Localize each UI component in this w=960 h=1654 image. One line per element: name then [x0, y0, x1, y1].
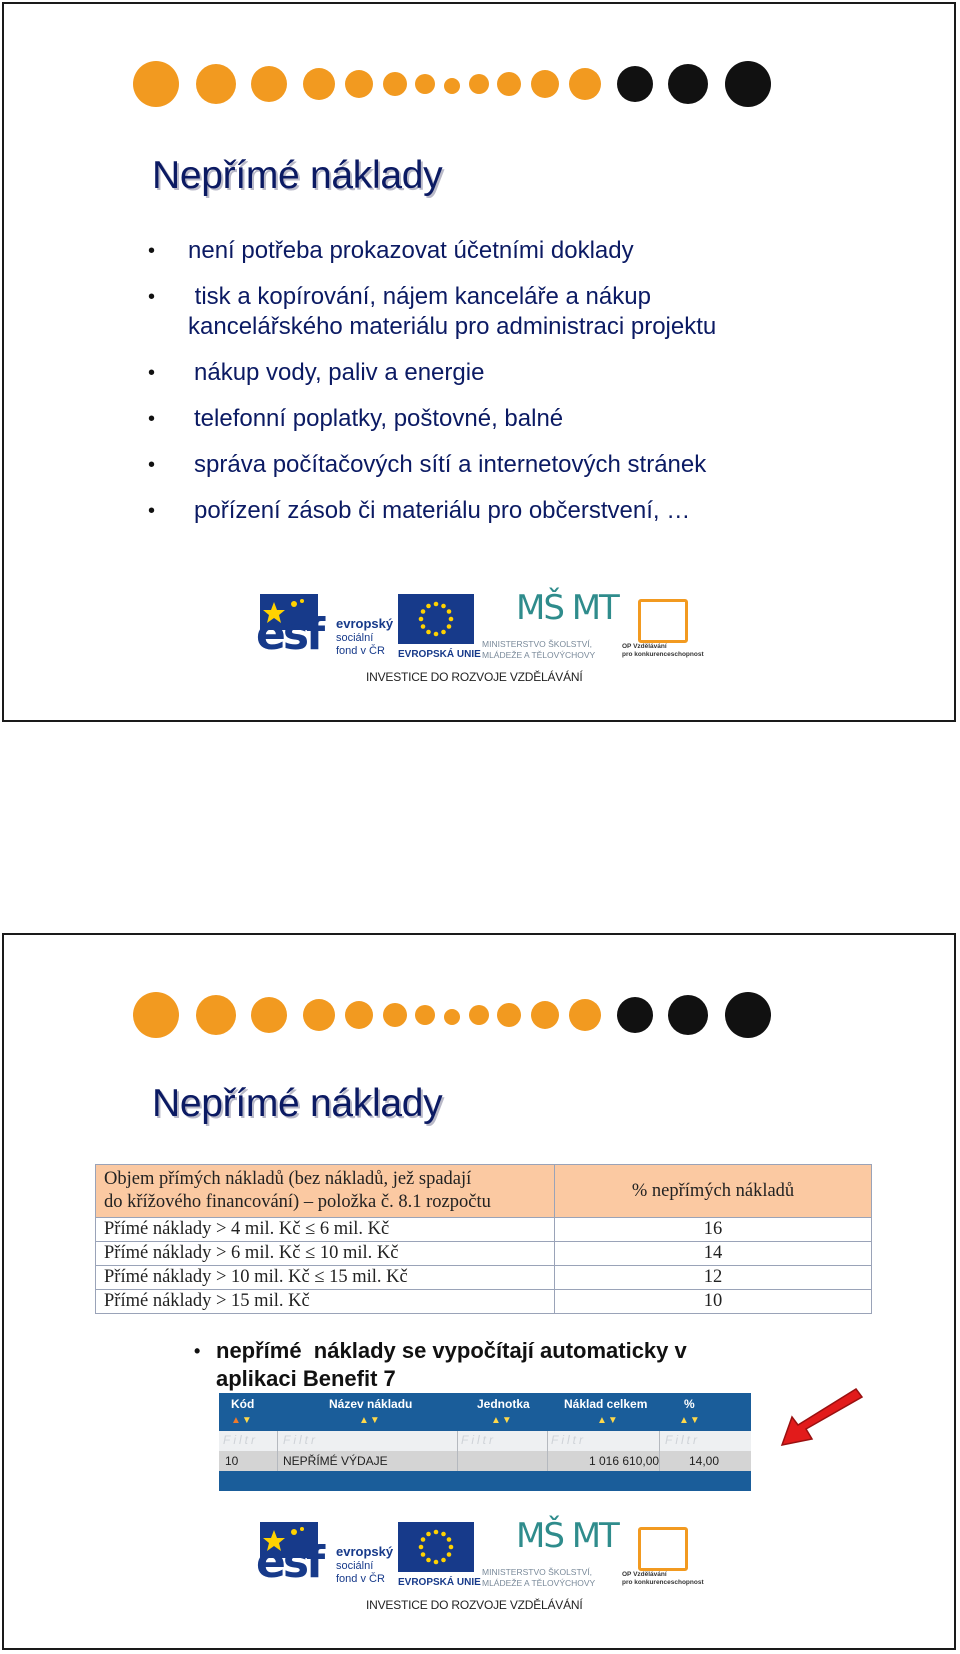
op-logo-icon	[638, 1527, 688, 1571]
sort-arrows-icon[interactable]: ▲▼	[679, 1415, 701, 1426]
header-left-line-1: Objem přímých nákladů (bez nákladů, jež spadají	[104, 1169, 472, 1189]
filter-input-jednotka[interactable]: Filtr	[461, 1433, 496, 1447]
sort-arrows-icon[interactable]: ▲▼	[359, 1415, 381, 1426]
esf-line-1: evropský	[336, 1544, 394, 1559]
bullet-list	[148, 236, 717, 542]
decorative-dot	[251, 997, 287, 1033]
table-header-left	[96, 1165, 555, 1218]
bullet-text: není potřeba prokazovat účetními doklady	[188, 237, 634, 264]
decorative-dot	[725, 992, 771, 1038]
decorative-dot	[303, 68, 335, 100]
bullet-item	[148, 358, 716, 388]
slide-title: Nepřímé náklady	[152, 1082, 443, 1125]
msmt-line-2: MLÁDEŽE A TĚLOVÝCHOVY	[482, 1578, 596, 1588]
column-jednotka[interactable]: Jednotka	[477, 1397, 530, 1411]
table-header-right: % nepřímých nákladů	[555, 1165, 872, 1218]
esf-logo-text	[336, 617, 393, 658]
bullet-mark: •	[148, 408, 156, 430]
op-line-2: pro konkurenceschopnost	[622, 651, 704, 658]
esf-line-2: sociální	[336, 1560, 374, 1572]
decorative-dot	[345, 70, 373, 98]
decorative-dot	[668, 64, 708, 104]
decorative-dot	[133, 61, 179, 107]
bullet-mark: •	[148, 286, 156, 308]
decorative-dot	[251, 66, 287, 102]
decorative-dot	[531, 1001, 559, 1029]
decorative-dot	[569, 68, 601, 100]
op-line-2: pro konkurenceschopnost	[622, 1579, 704, 1586]
eu-label: EVROPSKÁ UNIE	[398, 1577, 481, 1588]
decorative-dot	[497, 72, 521, 96]
decorative-dot	[497, 1003, 521, 1027]
esf-logo-letters: esf	[256, 1537, 323, 1588]
bullet-item	[148, 496, 716, 526]
msmt-logo: MŠ MT	[516, 1516, 618, 1556]
decorative-dot	[345, 1001, 373, 1029]
logo-bar	[256, 588, 706, 686]
decorative-dot	[444, 78, 460, 94]
filter-input-naklad[interactable]: Filtr	[551, 1433, 586, 1447]
column-divider	[277, 1431, 278, 1471]
investice-label: INVESTICE DO ROZVOJE VZDĚLÁVÁNÍ	[366, 670, 583, 684]
sort-arrows-icon[interactable]: ▲▼	[231, 1415, 253, 1426]
decorative-dot	[668, 995, 708, 1035]
bullet-item	[148, 404, 716, 434]
indirect-cost-table	[95, 1164, 872, 1314]
row-percent: 10	[555, 1290, 872, 1314]
row-label: Přímé náklady > 4 mil. Kč ≤ 6 mil. Kč	[96, 1218, 555, 1242]
decorative-dot	[469, 74, 489, 94]
app-grid-header	[219, 1393, 751, 1431]
decorative-dot	[415, 74, 435, 94]
decorative-dot	[196, 64, 236, 104]
esf-logo-text	[336, 1545, 393, 1586]
decorative-dot	[383, 72, 407, 96]
slide-2	[2, 933, 956, 1650]
column-divider	[659, 1431, 660, 1471]
bullet-mark: •	[148, 240, 156, 262]
benefit-app-screenshot	[219, 1393, 751, 1491]
slide-1	[2, 2, 956, 722]
bullet-text: telefonní poplatky, poštovné, balné	[194, 405, 564, 432]
table-row	[96, 1266, 872, 1290]
decorative-dots	[4, 935, 958, 1035]
filter-input-kod[interactable]: Filtr	[223, 1433, 258, 1447]
msmt-line-1: MINISTERSTVO ŠKOLSTVÍ,	[482, 1567, 593, 1577]
column-divider	[547, 1431, 548, 1471]
decorative-dot	[196, 995, 236, 1035]
bullet-mark: •	[148, 454, 156, 476]
row-percent: 14	[555, 1242, 872, 1266]
bullet-mark: •	[194, 1341, 201, 1361]
bullet-text: nákup vody, paliv a energie	[194, 359, 485, 386]
note-text: nepřímé náklady se vypočítají automaticky v aplikaci Benefit 7	[216, 1338, 693, 1391]
eu-flag-icon	[398, 1522, 474, 1572]
decorative-dot	[444, 1009, 460, 1025]
esf-line-1: evropský	[336, 616, 394, 631]
column-naklad[interactable]: Náklad celkem	[564, 1397, 648, 1411]
op-line-1: OP Vzdělávání	[622, 1571, 667, 1578]
filter-row	[219, 1431, 751, 1451]
decorative-dot	[133, 992, 179, 1038]
filter-input-percent[interactable]: Filtr	[665, 1433, 700, 1447]
esf-line-3: fond v ČR	[336, 645, 385, 657]
bullet-mark: •	[148, 500, 156, 522]
eu-label: EVROPSKÁ UNIE	[398, 649, 481, 660]
decorative-dots	[4, 4, 958, 104]
bullet-item	[148, 236, 716, 266]
row-percent: 12	[555, 1266, 872, 1290]
column-percent[interactable]: %	[684, 1397, 695, 1411]
sort-arrows-icon[interactable]: ▲▼	[597, 1415, 619, 1426]
benefit-note	[196, 1337, 756, 1393]
sort-arrows-icon[interactable]: ▲▼	[491, 1415, 513, 1426]
decorative-dot	[617, 66, 653, 102]
row-label: Přímé náklady > 10 mil. Kč ≤ 15 mil. Kč	[96, 1266, 555, 1290]
bullet-text: pořízení zásob či materiálu pro občerstvení, …	[194, 497, 691, 524]
table-row	[96, 1218, 872, 1242]
bullet-text: tisk a kopírování, nájem kanceláře a nákup	[188, 283, 651, 310]
decorative-dot	[617, 997, 653, 1033]
cell-kod: 10	[225, 1454, 239, 1468]
column-nazev[interactable]: Název nákladu	[329, 1397, 413, 1411]
op-line-1: OP Vzdělávání	[622, 643, 667, 650]
table-header-row	[96, 1165, 872, 1218]
decorative-dot	[531, 70, 559, 98]
decorative-dot	[469, 1005, 489, 1025]
column-kod[interactable]: Kód	[231, 1397, 255, 1411]
cell-naklad: 1 016 610,00	[589, 1454, 660, 1468]
msmt-logo: MŠ MT	[516, 588, 618, 628]
bullet-mark: •	[148, 362, 156, 384]
msmt-line-2: MLÁDEŽE A TĚLOVÝCHOVY	[482, 650, 596, 660]
row-label: Přímé náklady > 6 mil. Kč ≤ 10 mil. Kč	[96, 1242, 555, 1266]
logo-bar	[256, 1516, 706, 1614]
msmt-logo-text	[482, 639, 595, 661]
investice-label: INVESTICE DO ROZVOJE VZDĚLÁVÁNÍ	[366, 1598, 583, 1612]
row-percent: 16	[555, 1218, 872, 1242]
red-arrow-icon	[774, 1383, 864, 1453]
table-row	[96, 1242, 872, 1266]
bullet-item	[148, 450, 716, 480]
msmt-line-1: MINISTERSTVO ŠKOLSTVÍ,	[482, 639, 593, 649]
op-logo-text	[622, 1571, 704, 1587]
table-row	[96, 1290, 872, 1314]
eu-flag-icon	[398, 594, 474, 644]
bullet-item	[148, 282, 717, 342]
esf-line-2: sociální	[336, 632, 374, 644]
decorative-dot	[383, 1003, 407, 1027]
bullet-text-continued: kancelářského materiálu pro administraci projektu	[188, 313, 717, 340]
msmt-logo-text	[482, 1567, 595, 1589]
op-logo-text	[622, 643, 704, 659]
esf-logo-letters: esf	[256, 609, 323, 660]
row-label: Přímé náklady > 15 mil. Kč	[96, 1290, 555, 1314]
op-logo-icon	[638, 599, 688, 643]
header-left-line-2: do křížového financování) – položka č. 8.1 rozpočtu	[104, 1192, 491, 1212]
table-row[interactable]	[219, 1451, 751, 1471]
slide-title: Nepřímé náklady	[152, 154, 443, 197]
cell-nazev: NEPŘÍMÉ VÝDAJE	[283, 1454, 388, 1468]
decorative-dot	[569, 999, 601, 1031]
filter-input-nazev[interactable]: Filtr	[283, 1433, 318, 1447]
bullet-text: správa počítačových sítí a internetových stránek	[194, 451, 707, 478]
decorative-dot	[303, 999, 335, 1031]
cell-percent: 14,00	[689, 1454, 720, 1468]
decorative-dot	[725, 61, 771, 107]
decorative-dot	[415, 1005, 435, 1025]
column-divider	[457, 1431, 458, 1471]
esf-line-3: fond v ČR	[336, 1573, 385, 1585]
